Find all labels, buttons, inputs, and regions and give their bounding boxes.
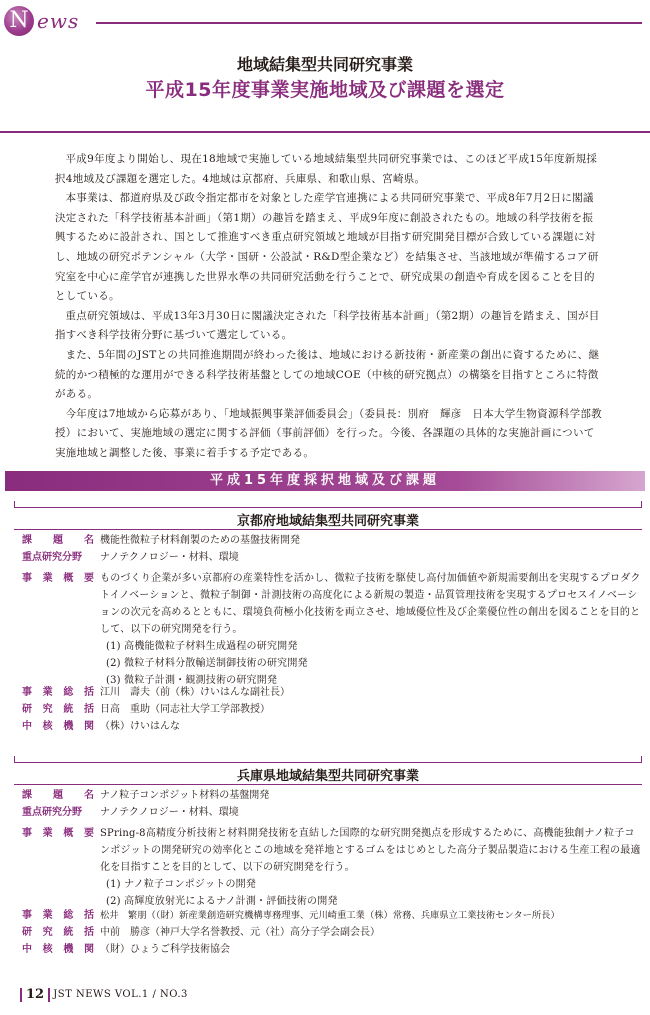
header-rule [96, 22, 642, 24]
page-footer [20, 987, 188, 1002]
project-research: 中前 勝彦（神戸大学名誉教授、元（社）高分子学会副会長） [100, 927, 380, 938]
footer-bar [48, 988, 50, 1002]
body-paragraph: 今年度は7地域から応募があり、「地域振興事業評価委員会」（委員長：別府 輝彦 日本大学生物資源科学部教授）において、実施地域の選定に関する評価（事前評価）を行った。今後、各課題の具体的な実施計画について実施地域と調整した後、事業に着手する予定である。 [55, 407, 602, 459]
project-core: （財）ひょうご科学技術協会 [100, 944, 230, 955]
project-director: 江川 壽夫（前（株）けいはんな副社長） [100, 687, 290, 698]
summary-item: (2) 高輝度放射光によるナノ計測・評価技術の開発 [106, 896, 338, 907]
label-field: 重点研究分野 [22, 807, 82, 818]
news-logo-text: ews [37, 9, 80, 33]
article-kicker: 地域結集型共同研究事業 [236, 55, 413, 74]
body-paragraph: 重点研究領域は、平成13年3月30日に閣議決定された「科学技術基本計画」（第2期）の趣旨を踏まえ、国が目指すべき科学技術分野に基づいて選定している。 [55, 309, 600, 342]
body-paragraph: また、5年間のJSTとの共同推進期間が終わった後は、地域における新技術・新産業の創出に資するために、継続的かつ積極的な運用ができる科学技術基盤としての地域COE（中核的研究拠点）の構築を目指すところに特徴がある。 [55, 348, 600, 401]
article-body [55, 150, 603, 464]
label-core: 中 核 機 関 [22, 721, 94, 732]
label-director: 事 業 総 括 [22, 910, 94, 921]
project-core: （株）けいはんな [100, 721, 180, 732]
project-rule-hook [14, 756, 15, 762]
label-director: 事 業 総 括 [22, 687, 94, 698]
project-rule-top [14, 507, 642, 508]
title-divider [0, 131, 650, 133]
project-rule-bottom [14, 784, 642, 785]
project-title: 兵庫県地域結集型共同研究事業 [236, 769, 419, 784]
summary-item: (2) 微粒子材料分散輸送制御技術の研究開発 [106, 658, 308, 669]
label-core: 中 核 機 関 [22, 944, 94, 955]
label-research: 研 究 統 括 [22, 704, 94, 715]
page-number: 12 [26, 987, 45, 1002]
project-rule-hook [14, 501, 15, 507]
label-field: 重点研究分野 [22, 552, 82, 563]
news-logo-icon: N [4, 6, 34, 36]
project-title: 京都府地域結集型共同研究事業 [236, 514, 419, 529]
body-paragraph: 本事業は、都道府県及び政令指定都市を対象とした産学官連携による共同研究事業で、平成8年7月2日に閣議決定された「科学技術基本計画」（第1期）の趣旨を踏まえ、平成9年度に創設されたもの。地域の科学技術を振興するために設計され、国として推進すべき重点研究領域と地域が目指す研究開発目標が合致している課題に対し、地域の研究ポテンシャル（大学・国研・公設試・R&D型企業など）を結集させ、当該地域が準備するコア研究室を中心に産学官が連携した世界水準の共同研究活動を行うことで、研究成果の創造や育成を図ることを目的としている。 [55, 192, 599, 303]
label-summary: 事 業 概 要 [22, 828, 94, 839]
section-band [5, 471, 645, 491]
section-band-title: 平成15年度採択地域及び課題 [209, 473, 441, 488]
project-rule-hook [641, 756, 642, 762]
summary-text: ものづくり企業が多い京都府の産業特性を活かし、微粒子技術を駆使し高付加価値や新規需要創出を実現するプロダクトイノベーションと、微粒子制御・計測技術の高度化による新規の製造・品質管理技術を実現するプロセスイノベーションの次元を高めるとともに、環境負荷極小化技術を両立させ、地域優位性及び企業優位性の創出を図ることを目的として、以下の研究開発を行う。 [100, 573, 641, 635]
page-header [0, 0, 650, 40]
project-summary [100, 825, 642, 910]
label-research: 研 究 統 括 [22, 927, 94, 938]
body-paragraph: 平成9年度より開始し、現在18地域で実施している地域結集型共同研究事業では、このほど平成15年度新規採択4地域及び課題を選定した。4地域は京都府、兵庫県、和歌山県、宮崎県。 [55, 153, 598, 185]
project-research: 日高 重助（同志社大学工学部教授） [100, 704, 270, 715]
project-theme: ナノ粒子コンポジット材料の基盤開発 [100, 790, 270, 801]
label-theme: 課 題 名 [22, 535, 94, 546]
project-field: ナノテクノロジー・材料、環境 [100, 807, 239, 818]
summary-item: (3) 微粒子計測・観測技術の研究開発 [106, 675, 278, 686]
project-rule-bottom [14, 529, 642, 530]
summary-item: (1) 高機能微粒子材料生成過程の研究開発 [106, 641, 298, 652]
label-summary: 事 業 概 要 [22, 573, 94, 584]
article-headline: 平成15年度事業実施地域及び課題を選定 [145, 79, 505, 101]
summary-text: SPring-8高精度分析技術と材料開発技術を直結した国際的な研究開発拠点を形成するために、高機能独創ナノ粒子コンポジットの開発研究の効率化とこの地域を発祥地とするゴムをはじめとした高分子製品製造における生産工程の最適化を目指すことを目的として、以下の研究開発を行う。 [100, 828, 641, 873]
publication-name: JST NEWS VOL.1 / NO.3 [53, 989, 188, 1000]
project-director: 松井 繁朋（（財）新産業創造研究機構専務理事、元川崎重工業（株）常務、兵庫県立工業技術センター所長） [100, 910, 560, 921]
project-theme: 機能性微粒子材料創製のための基盤技術開発 [100, 535, 300, 546]
project-field: ナノテクノロジー・材料、環境 [100, 552, 239, 563]
project-rule-hook [641, 501, 642, 507]
label-theme: 課 題 名 [22, 790, 94, 801]
project-rule-top [14, 762, 642, 763]
summary-item: (1) ナノ粒子コンポジットの開発 [106, 879, 257, 890]
project-summary [100, 570, 642, 689]
